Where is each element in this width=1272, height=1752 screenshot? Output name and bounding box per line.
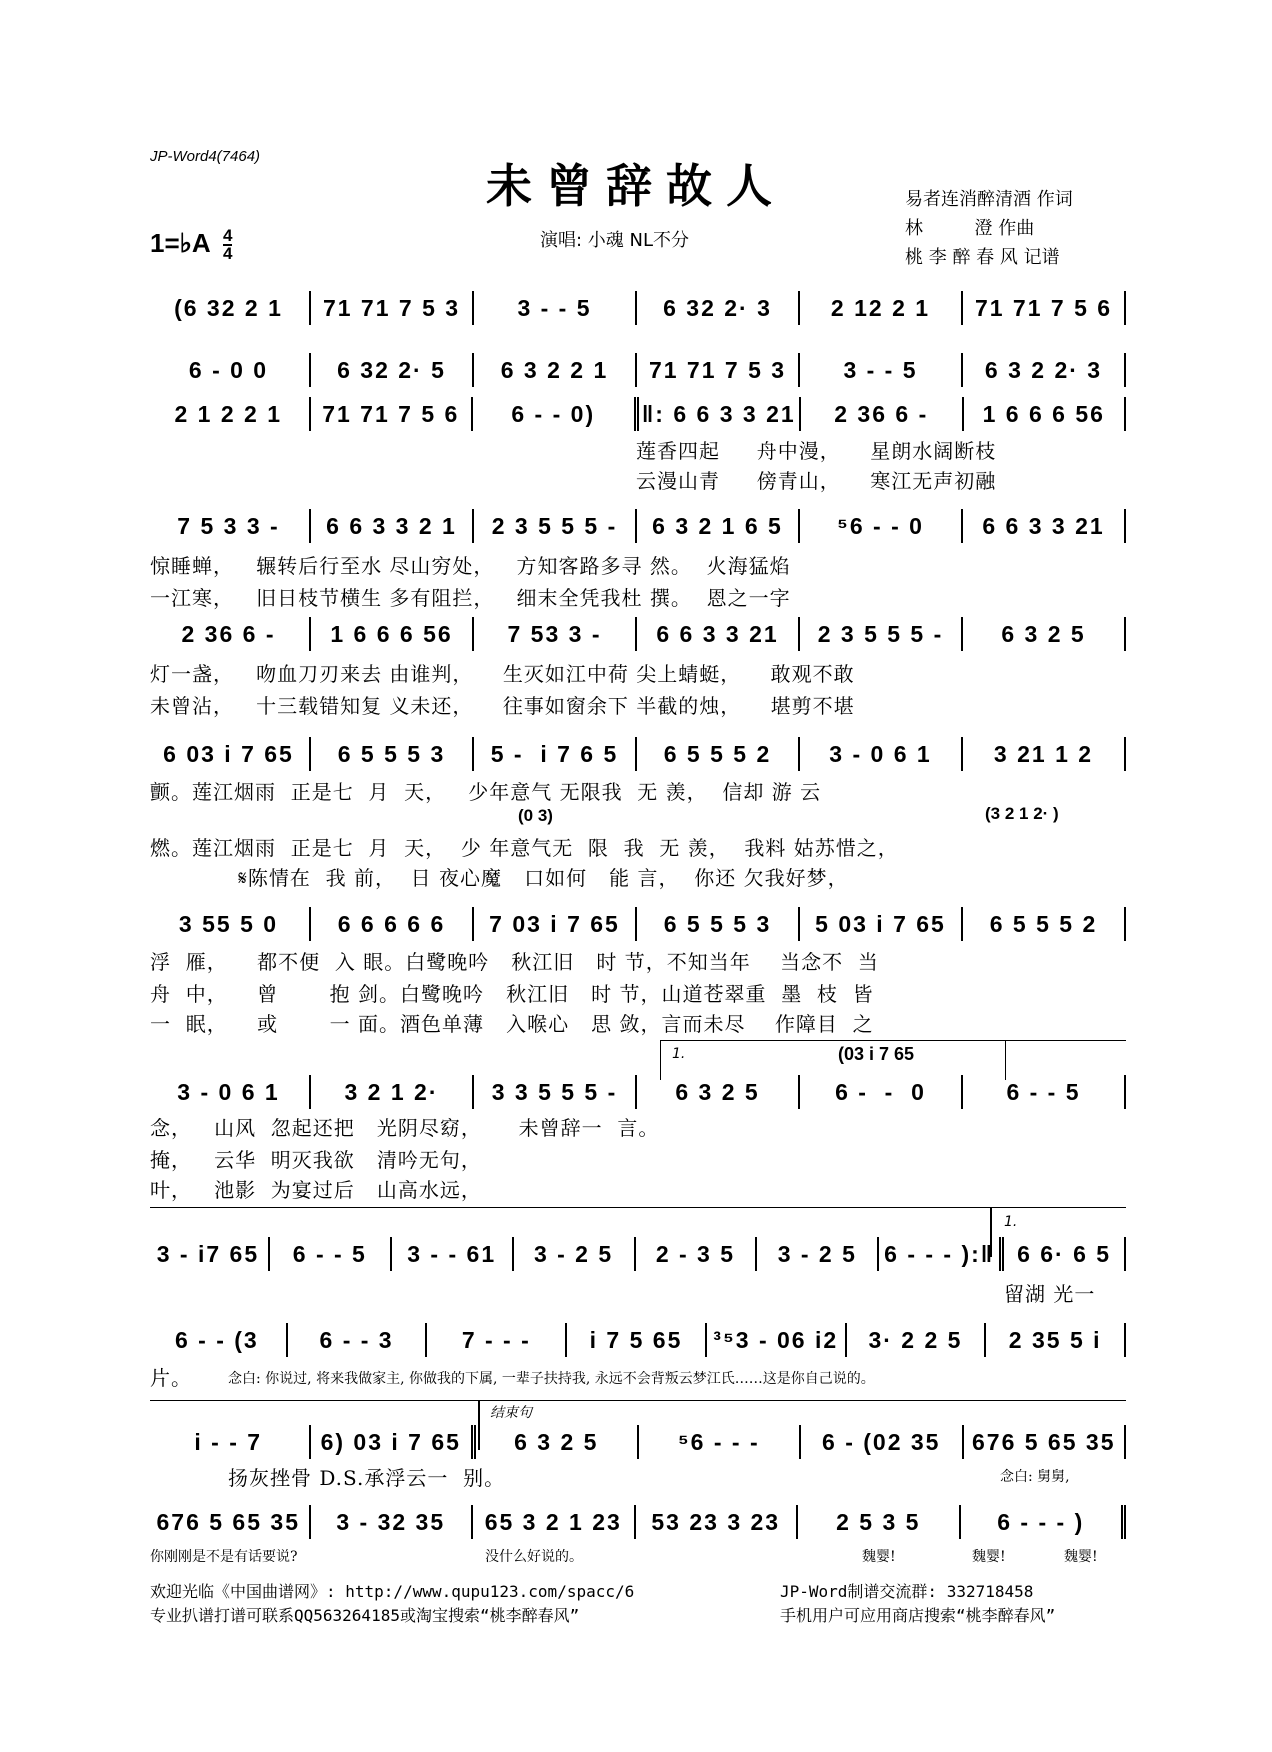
group-notice: JP-Word制谱交流群: 332718458 — [780, 1582, 1034, 1601]
measure: 6 6· 6 5 — [1004, 1237, 1126, 1271]
lyrics-verse-3: 一 眠， 或 一 面。酒色单薄 入喉心 思 敛，言而未尽 作障目 之 — [150, 1012, 874, 1036]
score-row-9 — [148, 1236, 1126, 1272]
spoken-dialogue: 魏婴! — [862, 1549, 896, 1565]
measure: 2 36 6 - — [801, 397, 964, 431]
spoken-dialogue: 念白: 舅舅, — [1000, 1469, 1070, 1485]
measure: 6 - - - ):‖ — [879, 1237, 1004, 1271]
spoken-dialogue: 魏婴! — [972, 1549, 1006, 1565]
measure: 3 - i7 65 — [148, 1237, 270, 1271]
lyrics-verse-1: 浮 雁， 都不便 入 眼。白鹭晚吟 秋江旧 时 节，不知当年 当念不 当 — [150, 950, 879, 974]
measure: 2 1 2 2 1 — [148, 397, 311, 431]
measure: 6 32 2· 3 — [637, 291, 800, 325]
measure: 3 - - 61 — [392, 1237, 514, 1271]
lyrics-verse-2: 舟 中， 曾 抱 剑。白鹭晚吟 秋江旧 时 节，山道苍翠重 墨 枝 皆 — [150, 982, 874, 1006]
measure: 6 - - 0) — [473, 397, 639, 431]
website-notice: 欢迎光临《中国曲谱网》: http://www.qupu123.com/spacc/6 — [150, 1582, 635, 1601]
alt-notes-annotation: (3 2 1 2· ) — [985, 804, 1059, 823]
system-divider — [150, 1400, 1126, 1401]
measure: 3 55 5 0 — [148, 907, 311, 941]
lyrics-verse-2: 一江寒， 旧日枝节横生 多有阻拦， 细末全凭我杜 撰。 恩之一字 — [150, 586, 791, 610]
ending-label: 结束句 — [490, 1405, 532, 1421]
measure: 6 6 3 3 21 — [963, 509, 1126, 543]
measure: (6 32 2 1 — [148, 291, 311, 325]
measure: 53 23 3 23 — [636, 1505, 799, 1539]
measure: 3 - 2 5 — [514, 1237, 636, 1271]
measure: 71 71 7 5 6 — [963, 291, 1126, 325]
score-row-7 — [148, 906, 1126, 942]
lyrics-verse-1: 念， 山风 忽起还把 光阴尽窈， 未曾辞一 言。 — [150, 1116, 660, 1140]
score-row-6 — [148, 736, 1126, 772]
lyricist-credit: 易者连消醉清酒 作词 — [905, 189, 1073, 210]
singer-credit: 演唱: 小魂 NL不分 — [540, 230, 690, 251]
score-row-1 — [148, 290, 1126, 326]
measure: 6 - - 5 — [270, 1237, 392, 1271]
lyrics-verse-1: 片。 — [150, 1366, 192, 1390]
measure: 2 35 5 i — [986, 1323, 1126, 1357]
spoken-dialogue: 念白: 你说过, 将来我做家主, 你做我的下属, 一辈子扶持我, 永远不会背叛云梦江氏……这是你自己说的。 — [228, 1371, 875, 1387]
spoken-dialogue: 魏婴! — [1064, 1549, 1098, 1565]
measure: 3 21 1 2 — [963, 737, 1126, 771]
measure: 3 3 5 5 5 - — [474, 1075, 637, 1109]
measure: 6 - - - ) — [961, 1505, 1127, 1539]
measure: ⁵6 - - 0 — [800, 509, 963, 543]
measure: 6 - - 0 — [800, 1075, 963, 1109]
lyrics-verse-3: 𝄋陈情在 我 前， 日 夜心魔 口如何 能 言， 你还 欠我好梦， — [150, 866, 849, 890]
measure: 6 3 2 5 — [963, 617, 1126, 651]
volta-bracket — [660, 1040, 1126, 1041]
measure: 5 03 i 7 65 — [800, 907, 963, 941]
measure: 6 3 2 2 1 — [474, 353, 637, 387]
lyrics-verse-1: 惊睡蝉， 辗转后行至水 尽山穷处， 方知客路多寻 然。 火海猛焰 — [150, 554, 791, 578]
measure: ³⁵3 - 06 i2 — [707, 1323, 847, 1357]
measure: i - - 7 — [148, 1425, 311, 1459]
time-signature: $\frac{4}{4}$ — [222, 226, 233, 264]
measure: 6 3 2 5 — [476, 1425, 639, 1459]
measure: 2 3 5 5 5 - — [474, 509, 637, 543]
measure: 5 - i 7 6 5 — [474, 737, 637, 771]
score-row-2 — [148, 352, 1126, 388]
lyrics-verse-1: 颤。莲江烟雨 正是七 月 天， 少年意气 无限我 无 羡， 信却 游 云 — [150, 780, 822, 804]
transcriber-credit: 桃 李 醉 春 风 记谱 — [905, 247, 1060, 268]
score-row-8 — [148, 1074, 1126, 1110]
measure: 6 5 5 5 2 — [963, 907, 1126, 941]
measure: 65 3 2 1 23 — [473, 1505, 636, 1539]
measure: 1 6 6 6 56 — [964, 397, 1127, 431]
volta-number: 1. — [1004, 1214, 1018, 1230]
measure: 6 - - 5 — [963, 1075, 1126, 1109]
app-notice: 手机用户可应用商店搜索“桃李醉春风” — [780, 1606, 1056, 1625]
measure: 71 71 7 5 3 — [311, 291, 474, 325]
measure: 6 - - 3 — [288, 1323, 428, 1357]
measure: 6 5 5 5 3 — [637, 907, 800, 941]
measure: 7 53 3 - — [474, 617, 637, 651]
measure: 7 03 i 7 65 — [474, 907, 637, 941]
footer-left — [150, 1580, 634, 1628]
lyrics-verse-1: 留湖 光一 — [1004, 1282, 1096, 1306]
measure: 6 - (02 35 — [801, 1425, 964, 1459]
measure: 676 5 65 35 — [148, 1505, 311, 1539]
measure: 676 5 65 35 — [964, 1425, 1127, 1459]
measure: ⁵6 - - - — [639, 1425, 802, 1459]
spoken-dialogue: 你刚刚是不是有话要说? — [150, 1549, 298, 1565]
measure: 71 71 7 5 3 — [637, 353, 800, 387]
lyrics-verse-1: 莲香四起 舟中漫， 星朗水阔断枝 — [636, 439, 997, 463]
measure: 6 - 0 0 — [148, 353, 311, 387]
lyrics-verse-2: 云漫山青 傍青山， 寒江无声初融 — [636, 469, 997, 493]
measure: 2 - 3 5 — [636, 1237, 758, 1271]
measure: 1 6 6 6 56 — [311, 617, 474, 651]
alt-notes-annotation: (03 i 7 65 — [838, 1044, 915, 1064]
score-row-12 — [148, 1504, 1126, 1540]
measure: 6 6 3 3 2 1 — [311, 509, 474, 543]
measure: 6 3 2 1 6 5 — [637, 509, 800, 543]
alt-notes-annotation: (0 3) — [518, 806, 553, 825]
spoken-dialogue: 没什么好说的。 — [485, 1549, 583, 1565]
score-row-3 — [148, 396, 1126, 432]
measure: 6 03 i 7 65 — [148, 737, 311, 771]
contact-notice: 专业扒谱打谱可联系QQ563264185或淘宝搜索“桃李醉春风” — [150, 1606, 580, 1625]
lyrics-verse-2: 未曾沾， 十三载错知复 义未还， 往事如窗余下 半截的烛， 堪剪不堪 — [150, 694, 855, 718]
measure: 6 5 5 5 3 — [311, 737, 474, 771]
measure: 2 36 6 - — [148, 617, 311, 651]
measure: 3 - 0 6 1 — [148, 1075, 311, 1109]
lyrics-verse-2: 掩， 云华 明灭我欲 清吟无句， — [150, 1148, 482, 1172]
measure: 7 - - - — [427, 1323, 567, 1357]
measure: 6 - - (3 — [148, 1323, 288, 1357]
composer-credit: 林 澄 作曲 — [905, 218, 1035, 239]
lyrics-verse-1: 灯一盏， 吻血刀刃来去 由谁判， 生灭如江中荷 尖上蜻蜓， 敢观不敢 — [150, 662, 855, 686]
measure: 6 5 5 5 2 — [637, 737, 800, 771]
measure: 7 5 3 3 - — [148, 509, 311, 543]
score-row-5 — [148, 616, 1126, 652]
measure: ‖: 6 6 3 3 21 — [639, 397, 802, 431]
volta-number: 1. — [672, 1046, 686, 1062]
system-divider — [150, 1207, 1126, 1208]
score-row-10 — [148, 1322, 1126, 1358]
measure: 6) 03 i 7 65 — [311, 1425, 477, 1459]
measure: 2 3 5 5 5 - — [800, 617, 963, 651]
measure: i 7 5 65 — [567, 1323, 707, 1357]
measure: 3 - - 5 — [800, 353, 963, 387]
score-row-4 — [148, 508, 1126, 544]
source-label: JP-Word4(7464) — [150, 148, 261, 165]
measure: 6 32 2· 5 — [311, 353, 474, 387]
key-label: 1=♭A — [150, 228, 210, 258]
measure: 3 - 2 5 — [757, 1237, 879, 1271]
measure: 3 - 32 35 — [311, 1505, 474, 1539]
lyrics-verse-2: 燃。莲江烟雨 正是七 月 天， 少 年意气无 限 我 无 羡， 我料 姑苏惜之， — [150, 836, 899, 860]
measure: 3 - 0 6 1 — [800, 737, 963, 771]
measure: 3 - - 5 — [474, 291, 637, 325]
score-row-11 — [148, 1424, 1126, 1460]
measure: 6 3 2 5 — [637, 1075, 800, 1109]
measure: 6 3 2 2· 3 — [963, 353, 1126, 387]
footer-right — [780, 1580, 1055, 1628]
lyrics-verse-1: 扬灰挫骨 D.S.承浮云一 别。 — [228, 1466, 506, 1490]
measure: 3· 2 2 5 — [847, 1323, 987, 1357]
measure: 6 6 6 6 6 — [311, 907, 474, 941]
measure: 2 12 2 1 — [800, 291, 963, 325]
measure: 3 2 1 2· — [311, 1075, 474, 1109]
measure: 71 71 7 5 6 — [311, 397, 474, 431]
measure: 6 6 3 3 21 — [637, 617, 800, 651]
song-title: 未曾辞故人 — [486, 159, 786, 213]
credits — [905, 185, 1073, 272]
measure: 2 5 3 5 — [798, 1505, 961, 1539]
key-signature — [150, 228, 232, 262]
lyrics-verse-3: 叶， 池影 为宴过后 山高水远， — [150, 1178, 482, 1202]
